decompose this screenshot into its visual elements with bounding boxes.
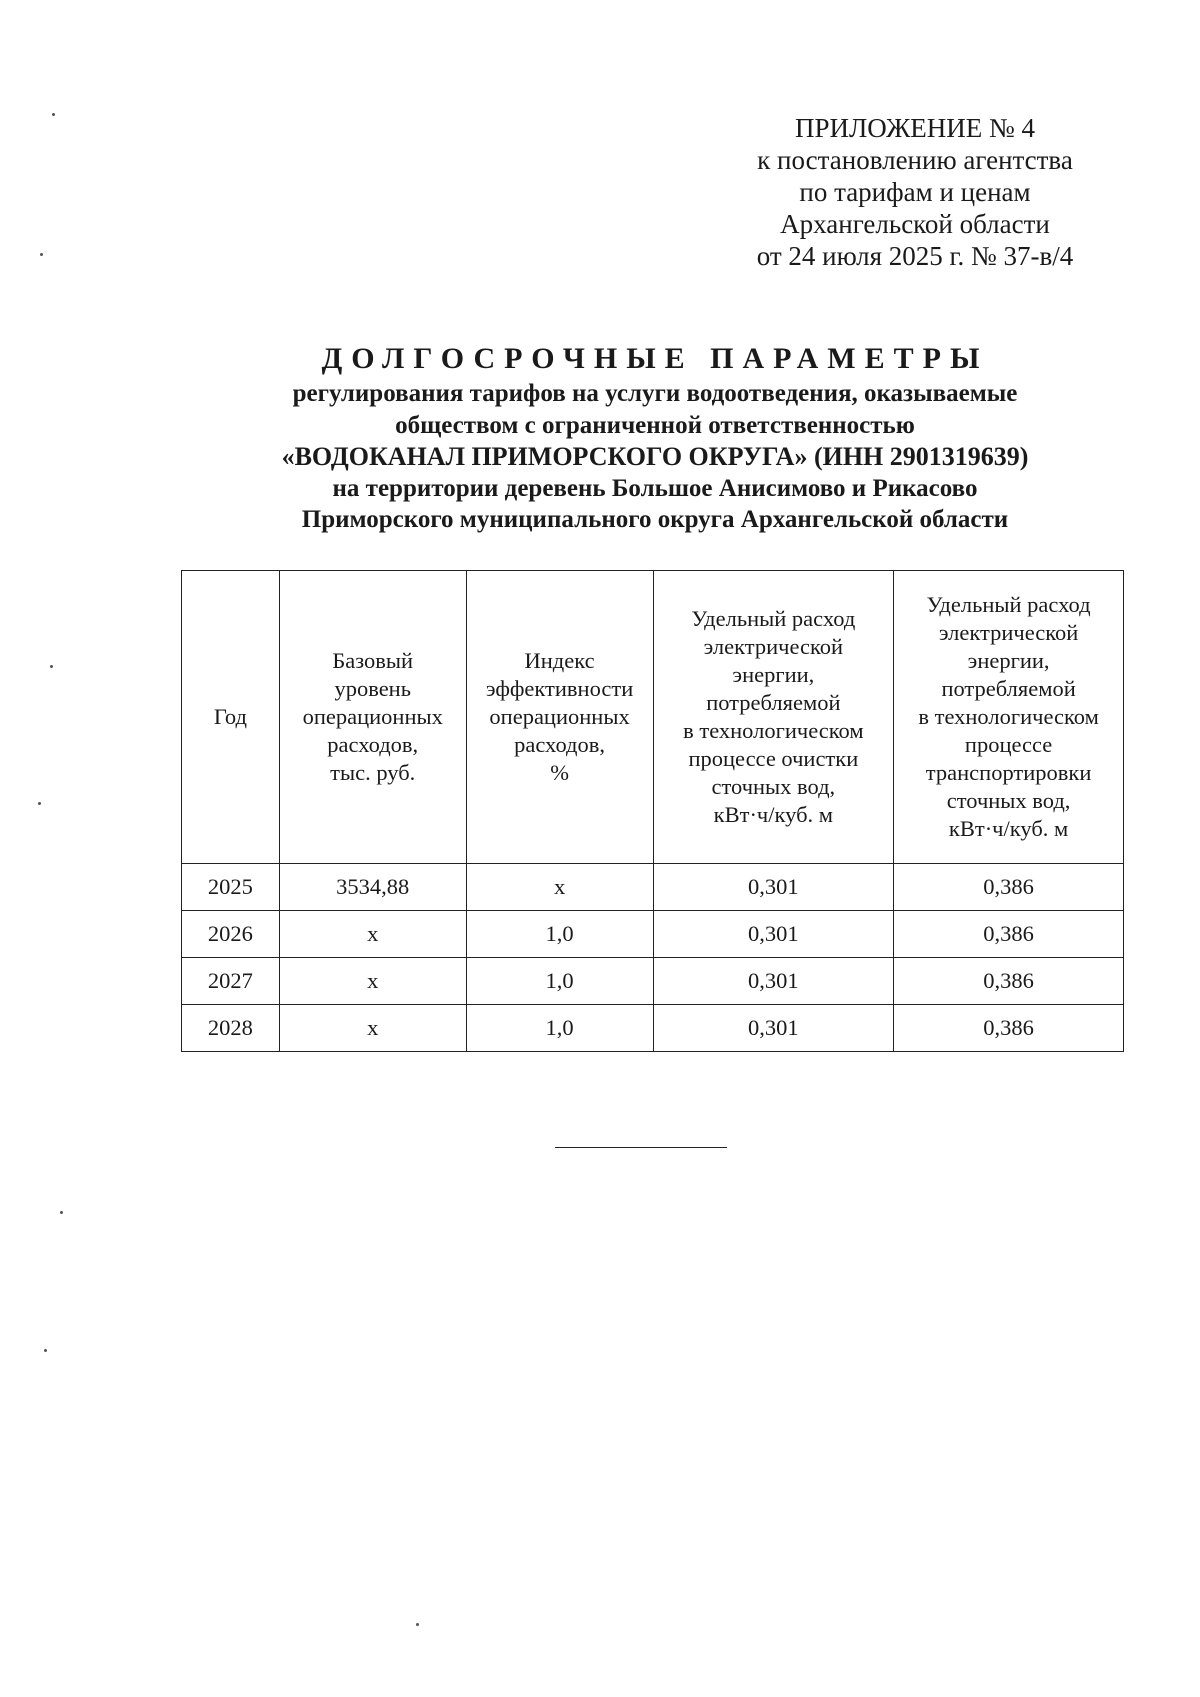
appendix-header (680, 112, 1150, 272)
closing-divider (555, 1147, 727, 1148)
cell-efficiency-index: 1,0 (466, 1005, 653, 1052)
scan-speck (38, 802, 41, 805)
subtitle-line-5: Приморского муниципального округа Архангельской области (301, 506, 1009, 533)
cell-energy-cleaning: 0,301 (653, 958, 894, 1005)
subtitle-line-4: на территории деревень Большое Анисимово и Рикасово (332, 474, 978, 502)
cell-year: 2027 (182, 958, 280, 1005)
header-base-opex: Базовый уровень операционных расходов, тыс. руб. (279, 571, 466, 864)
cell-year: 2026 (182, 911, 280, 958)
scan-speck (44, 1349, 47, 1352)
appendix-number: ПРИЛОЖЕНИЕ № 4 (794, 113, 1036, 143)
cell-base-opex: х (279, 911, 466, 958)
scan-speck (40, 253, 43, 256)
table-row (182, 1005, 1124, 1052)
cell-efficiency-index: 1,0 (466, 911, 653, 958)
appendix-region: Архангельской области (780, 209, 1050, 239)
scan-speck (60, 1211, 63, 1214)
cell-efficiency-index: 1,0 (466, 958, 653, 1005)
document-subtitle (120, 378, 1190, 536)
cell-energy-cleaning: 0,301 (653, 911, 894, 958)
subtitle-organization: «ВОДОКАНАЛ ПРИМОРСКОГО ОКРУГА» (ИНН 2901319639) (281, 442, 1029, 471)
scan-speck (52, 113, 55, 116)
cell-energy-cleaning: 0,301 (653, 864, 894, 911)
header-efficiency-index: Индекс эффективности операционных расходов, % (466, 571, 653, 864)
cell-energy-transport: 0,386 (894, 958, 1124, 1005)
table-row (182, 958, 1124, 1005)
appendix-date: от 24 июля 2025 г. № 37-в/4 (756, 241, 1074, 271)
cell-base-opex: х (279, 958, 466, 1005)
cell-efficiency-index: х (466, 864, 653, 911)
table-row (182, 864, 1124, 911)
scan-speck (50, 665, 53, 668)
cell-year: 2028 (182, 1005, 280, 1052)
document-title-block (120, 342, 1190, 536)
header-energy-transport: Удельный расход электрической энергии, потребляемой в технологическом процессе транспортировки сточных вод, кВт·ч/куб. м (894, 571, 1124, 864)
appendix-agency: по тарифам и ценам (799, 177, 1031, 207)
cell-energy-transport: 0,386 (894, 1005, 1124, 1052)
scan-speck (416, 1623, 419, 1626)
subtitle-line-2: обществом с ограниченной ответственностью (395, 411, 915, 439)
cell-energy-transport: 0,386 (894, 864, 1124, 911)
header-energy-cleaning: Удельный расход электрической энергии, потребляемой в технологическом процессе очистки сточных вод, кВт·ч/куб. м (653, 571, 894, 864)
cell-year: 2025 (182, 864, 280, 911)
appendix-reference: к постановлению агентства (757, 145, 1073, 175)
cell-energy-transport: 0,386 (894, 911, 1124, 958)
table-header-row (182, 571, 1124, 864)
cell-base-opex: х (279, 1005, 466, 1052)
cell-base-opex: 3534,88 (279, 864, 466, 911)
header-year: Год (182, 571, 280, 864)
subtitle-line-1: регулирования тарифов на услуги водоотведения, оказываемые (292, 380, 1018, 407)
document-title: ДОЛГОСРОЧНЫЕ ПАРАМЕТРЫ (321, 342, 989, 375)
table-row (182, 911, 1124, 958)
parameters-table (181, 570, 1124, 1052)
cell-energy-cleaning: 0,301 (653, 1005, 894, 1052)
